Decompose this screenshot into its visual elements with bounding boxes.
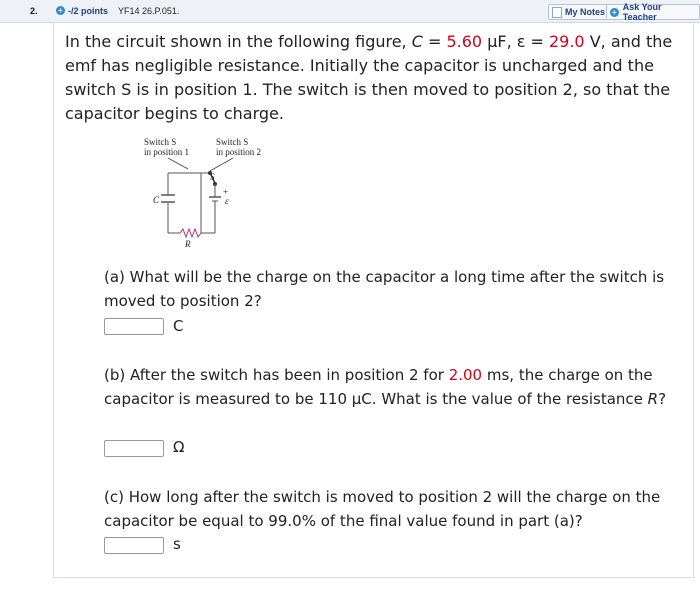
resistor-label: R xyxy=(185,239,191,249)
capacitor-label: C xyxy=(153,195,160,205)
circuit-diagram xyxy=(138,133,278,253)
part-b-answer-input[interactable] xyxy=(104,440,164,457)
question-number: 2. xyxy=(30,6,38,16)
my-notes-label: My Notes xyxy=(565,7,606,17)
emf-label: ε xyxy=(225,196,229,206)
part-a-answer-input[interactable] xyxy=(104,318,164,335)
ask-teacher-button[interactable] xyxy=(606,4,700,20)
circuit-figure xyxy=(138,133,278,253)
part-c-answer-input[interactable] xyxy=(104,537,164,554)
time-value: 2.00 xyxy=(448,366,483,384)
part-c-question: (c) How long after the switch is moved to position 2 will the charge on the capacitor be equal to 99.0% of the final value found in part (a)? xyxy=(104,488,661,530)
part-a-question: (a) What will be the charge on the capacitor a long time after the switch is moved to position 2? xyxy=(104,268,665,310)
part-a-unit: C xyxy=(173,317,184,335)
emf-value: 29.0 xyxy=(548,32,585,51)
part-c-unit: s xyxy=(173,535,181,553)
switch-position-1-label: Switch S in position 1 xyxy=(144,137,190,157)
my-notes-button[interactable] xyxy=(548,4,610,20)
capacitance-value: 5.60 xyxy=(446,32,483,51)
plus-icon: + xyxy=(610,8,619,17)
ask-teacher-label: Ask Your Teacher xyxy=(622,2,662,22)
plus-icon[interactable]: + xyxy=(56,6,65,15)
part-b-question: (b) After the switch has been in position 2 for 2.00 ms, the charge on the capacitor is measured to be 110 μC. What is the value of the resistance R? xyxy=(104,366,667,408)
points-label[interactable]: -/2 points xyxy=(68,6,108,16)
question-header xyxy=(0,0,700,23)
question-intro: In the circuit shown in the following figure, C = 5.60 μF, ε = 29.0 V, and the emf has negligible resistance. Initially the capacitor is uncharged and the switch S is in position 1. The switch is then moved to position 2, so that the capacitor begins to charge. xyxy=(65,32,673,123)
switch-label: S xyxy=(210,172,215,182)
resistance-variable: R xyxy=(647,390,659,408)
capacitance-variable: C xyxy=(411,32,423,51)
switch-position-2-label: Switch S in position 2 xyxy=(216,137,262,157)
note-icon xyxy=(552,7,562,18)
plus-terminal-label: + xyxy=(223,187,229,197)
part-b-unit: Ω xyxy=(173,438,185,456)
question-id: YF14 26.P.051. xyxy=(118,6,180,16)
